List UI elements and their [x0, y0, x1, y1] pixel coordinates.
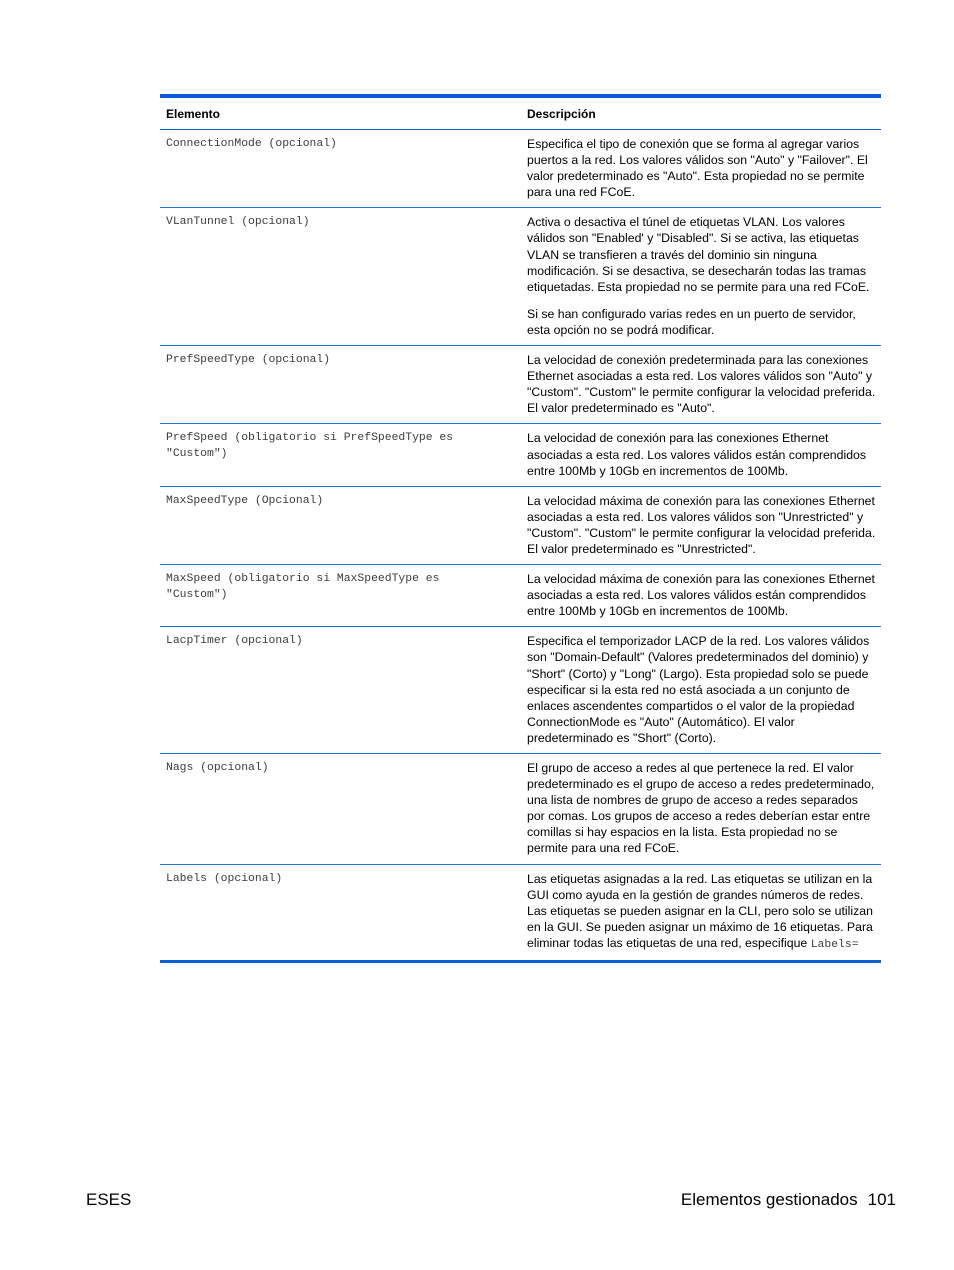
table-row — [160, 864, 881, 961]
element-name-cell: PrefSpeed (obligatorio si PrefSpeedType es "Custom") — [166, 432, 454, 461]
description-cell — [521, 486, 881, 564]
description-cell — [521, 627, 881, 754]
header-element: Elemento — [166, 107, 221, 121]
footer-page-info — [681, 1190, 896, 1210]
description-cell — [521, 346, 881, 424]
description-paragraph — [527, 136, 877, 200]
element-name-cell: Labels (opcional) — [166, 872, 283, 885]
description-cell — [521, 424, 881, 486]
description-text: Especifica el temporizador LACP de la red. Los valores válidos son "Domain-Default" (Valores predeterminados del dominio) y "Short" (Corto) y "Long" (Largo). Esta propiedad solo se puede especificar si la esta red no está asociada a un conjunto de enlaces ascendentes compartidos o el valor de la propiedad ConnectionMode es "Auto" (Automático). El valor predeterminado es "Short" (Corto). — [527, 634, 870, 745]
table-row — [160, 627, 881, 754]
description-paragraph — [527, 760, 877, 857]
description-text: La velocidad máxima de conexión para las conexiones Ethernet asociadas a esta red. Los valores válidos son "Unrestricted" y "Custom". "Custom" le permite configurar la velocidad preferida. El valor predeterminado es "Unrestricted". — [527, 493, 876, 556]
table-body — [160, 130, 881, 962]
description-paragraph — [527, 571, 877, 619]
description-paragraph — [527, 493, 877, 557]
description-text: Activa o desactiva el túnel de etiquetas VLAN. Los valores válidos son "Enabled' y "Disabled". Si se activa, las etiquetas VLAN se transfieren a través del dominio sin ninguna modificación. Si se desactiva, se desecharán todas las tramas etiquetadas. Esta propiedad no se permite para una red FCoE. — [527, 215, 870, 294]
code-snippet: Labels= — [810, 938, 859, 951]
managed-elements-table — [160, 94, 881, 963]
description-text: Si se han configurado varias redes en un puerto de servidor, esta opción no se podrá modificar. — [527, 306, 856, 337]
table-row — [160, 486, 881, 564]
description-text: El grupo de acceso a redes al que pertenece la red. El valor predeterminado es el grupo de acceso a redes predeterminado, una lista de nombres de grupo de acceso a redes separados por comas. Los grupos de acceso a redes deberían estar entre comillas si hay espacios en la lista. Esta propiedad no se permite para una red FCoE. — [527, 761, 875, 856]
description-paragraph — [527, 306, 877, 338]
description-cell — [521, 208, 881, 346]
description-text: Las etiquetas asignadas a la red. Las etiquetas se utilizan en la GUI como ayuda en la gestión de grandes números de redes. Las etiquetas se pueden asignar en la CLI, pero solo se utilizan en la GUI. Se pueden asignar un máximo de 16 etiquetas. Para eliminar todas las etiquetas de una red, especifique — [527, 871, 873, 950]
description-cell — [521, 565, 881, 627]
footer-section-title: Elementos gestionados — [680, 1190, 858, 1209]
header-description: Descripción — [527, 107, 596, 121]
description-text: La velocidad de conexión para las conexiones Ethernet asociadas a esta red. Los valores válidos están comprendidos entre 100Mb y 10Gb en incrementos de 100Mb. — [527, 431, 867, 478]
table-row — [160, 130, 881, 208]
element-name-cell: PrefSpeedType (opcional) — [166, 354, 331, 367]
description-text: La velocidad de conexión predeterminada para las conexiones Ethernet asociadas a esta red. Los valores válidos son "Auto" y "Custom". "Custom" le permite configurar la velocidad preferida. El valor predeterminado es "Auto". — [527, 353, 876, 416]
description-paragraph — [527, 352, 877, 416]
table-row — [160, 565, 881, 627]
description-cell — [521, 130, 881, 208]
table-row — [160, 754, 881, 865]
element-name-cell: Nags (opcional) — [166, 762, 269, 774]
element-name-cell: MaxSpeedType (Opcional) — [166, 494, 324, 507]
description-text: La velocidad máxima de conexión para las conexiones Ethernet asociadas a esta red. Los valores válidos están comprendidos entre 100Mb y 10Gb en incrementos de 100Mb. — [527, 572, 875, 619]
description-paragraph — [527, 633, 877, 746]
description-paragraph — [527, 871, 877, 953]
description-cell — [521, 754, 881, 865]
element-name-cell: VLanTunnel (opcional) — [166, 216, 310, 229]
table-row — [160, 346, 881, 424]
element-name-cell: ConnectionMode (opcional) — [166, 138, 337, 150]
table-row — [160, 424, 881, 486]
footer-page-number: 101 — [867, 1190, 896, 1209]
description-cell — [521, 864, 881, 961]
description-paragraph — [527, 430, 877, 478]
element-name-cell: LacpTimer (opcional) — [166, 635, 303, 648]
description-text: Especifica el tipo de conexión que se forma al agregar varios puertos a la red. Los valores válidos son "Auto" y "Failover". El valor predeterminado es "Auto". Esta propiedad no se permite para una red FCoE. — [527, 137, 868, 200]
element-name-cell: MaxSpeed (obligatorio si MaxSpeedType es "Custom") — [166, 573, 440, 602]
description-paragraph — [527, 214, 877, 294]
table-row — [160, 208, 881, 346]
footer-language: ESES — [86, 1190, 132, 1209]
table-header-row — [160, 96, 881, 130]
